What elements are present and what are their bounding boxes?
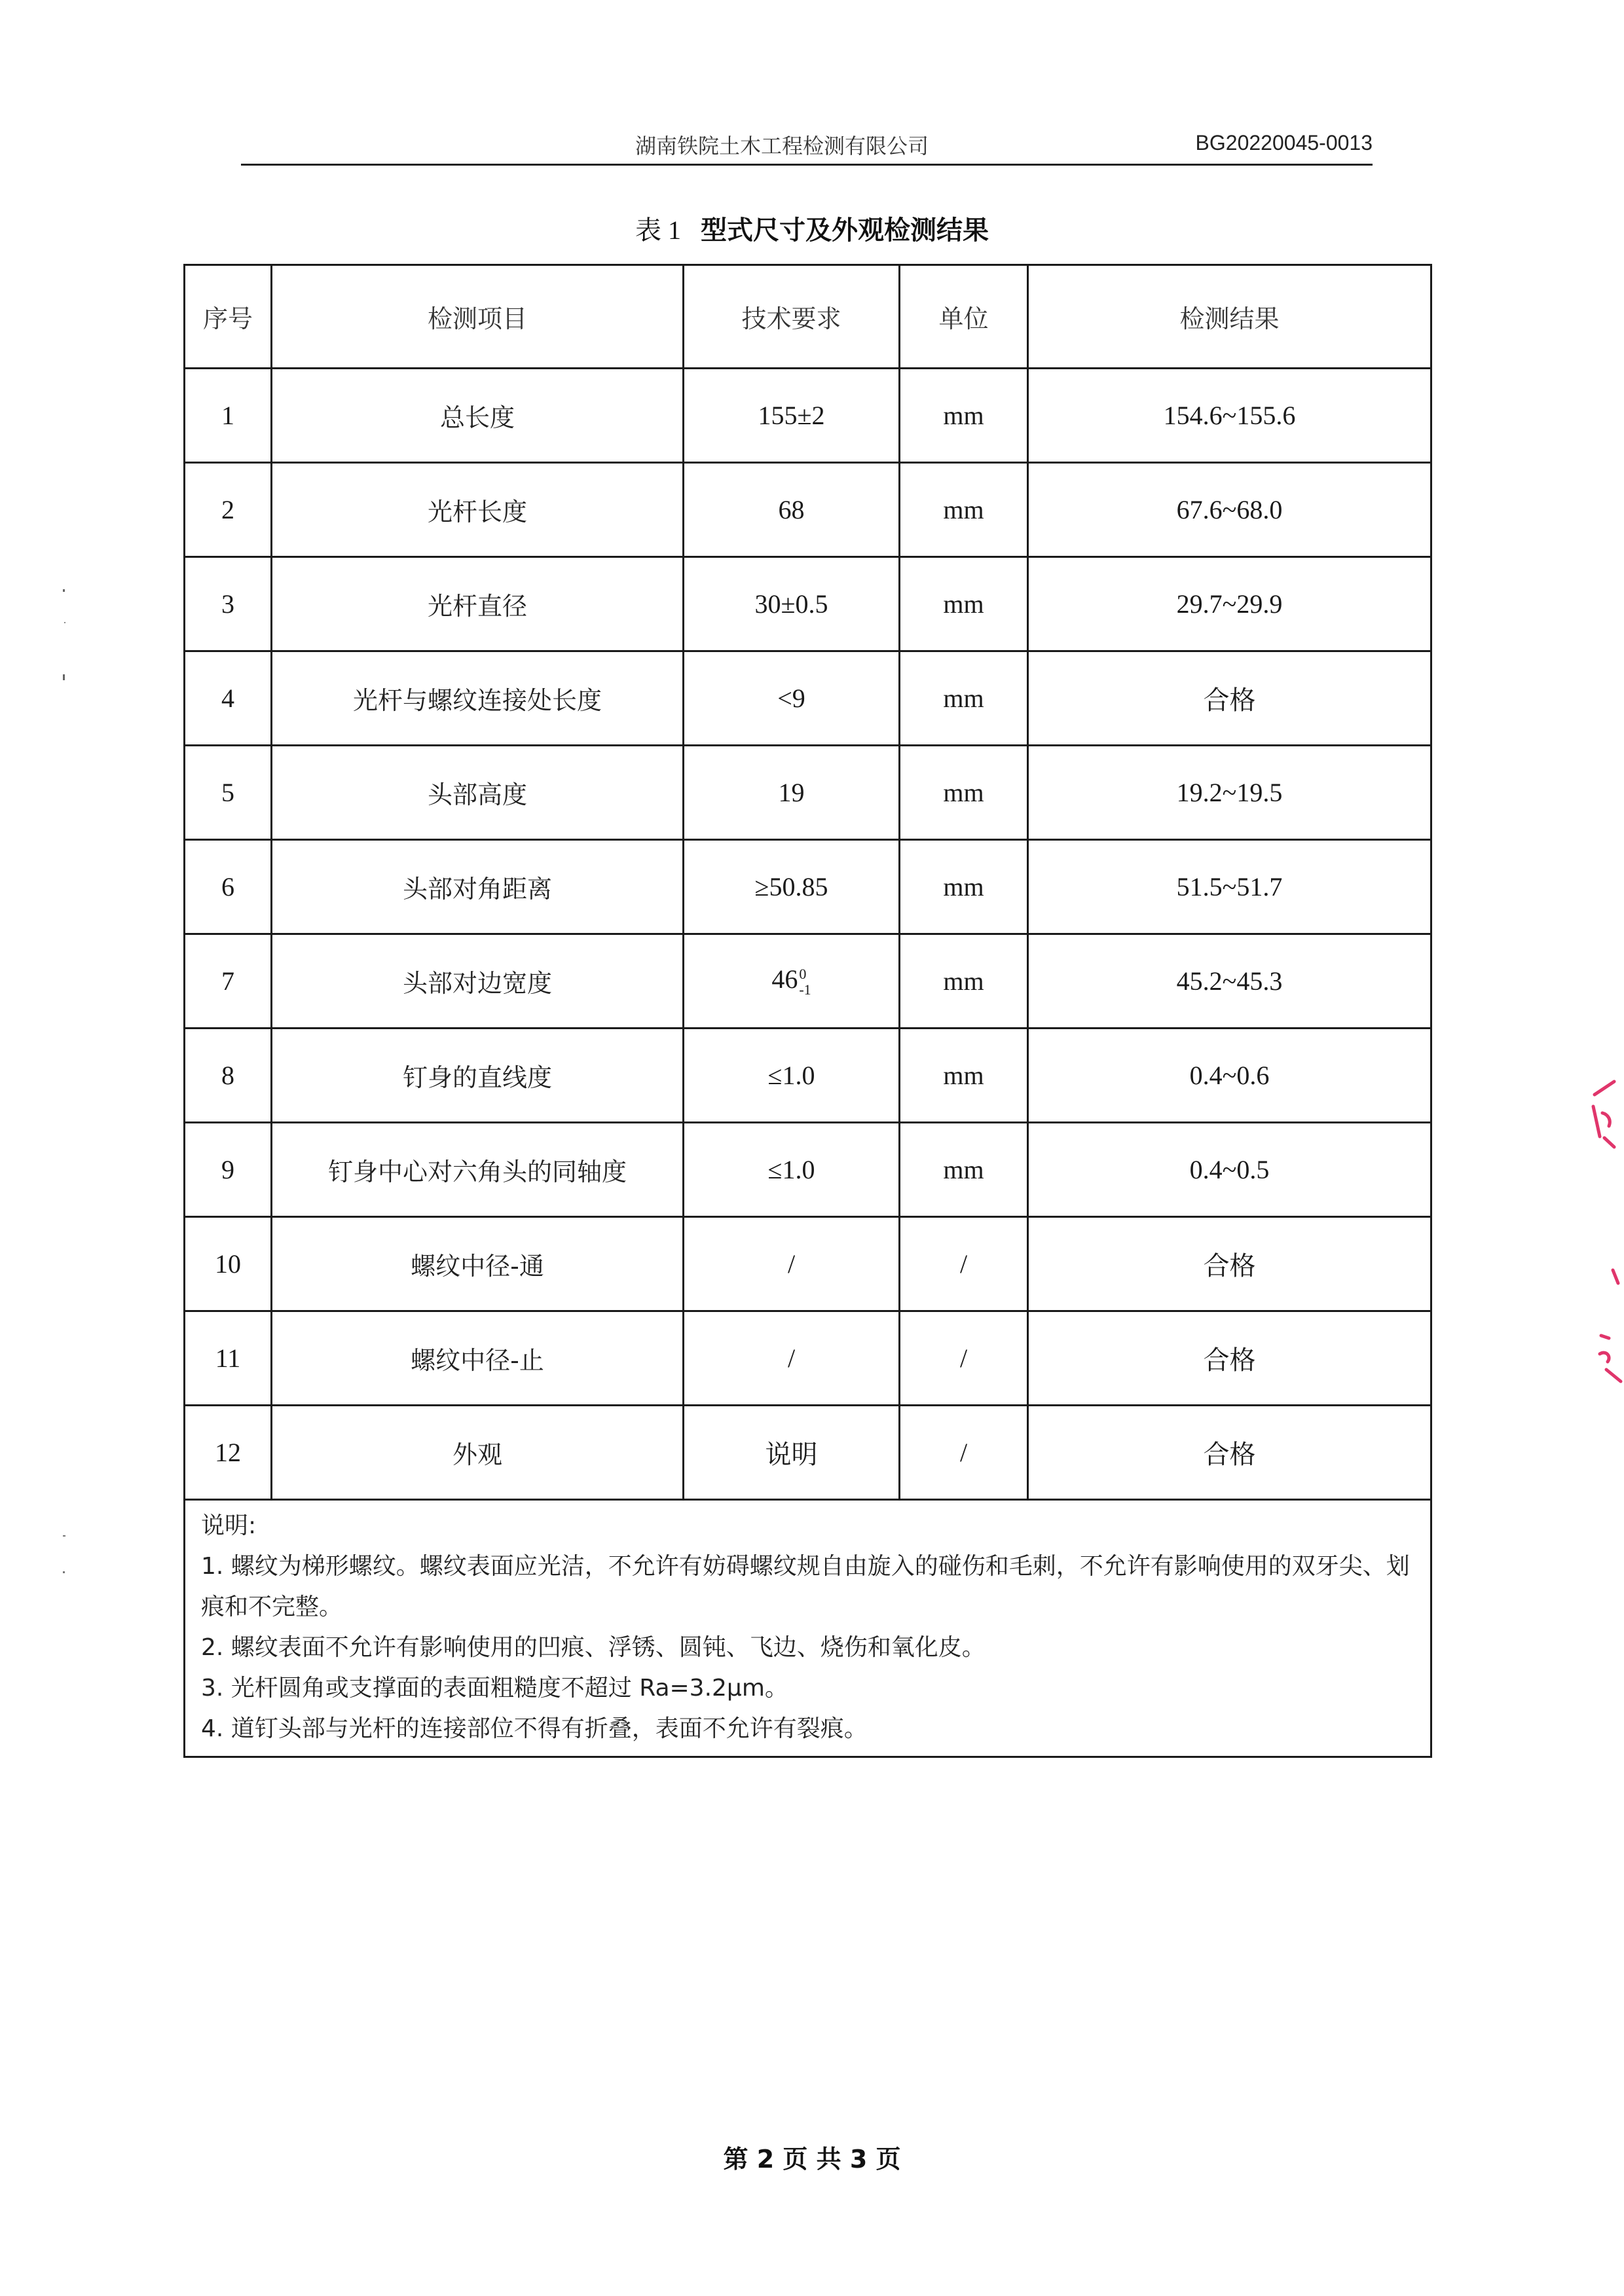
test-item: 头部高度 bbox=[272, 746, 684, 840]
page-current: 2 bbox=[756, 2145, 775, 2174]
company-name: 湖南铁院土木工程检测有限公司 bbox=[635, 134, 929, 158]
page-label-suffix: 页 bbox=[876, 2145, 901, 2174]
result: 19.2~19.5 bbox=[1028, 746, 1431, 840]
column-header-no: 序号 bbox=[185, 265, 272, 369]
column-header-requirement: 技术要求 bbox=[684, 265, 900, 369]
result: 29.7~29.9 bbox=[1028, 557, 1431, 651]
note-line-4: 4. 道钉头部与光杆的连接部位不得有折叠，表面不允许有裂痕。 bbox=[201, 1715, 868, 1742]
table-row bbox=[185, 463, 1431, 557]
table-row bbox=[185, 840, 1431, 934]
table-row bbox=[185, 1029, 1431, 1123]
result: 51.5~51.7 bbox=[1028, 840, 1431, 934]
requirement: / bbox=[684, 1217, 900, 1311]
test-item: 螺纹中径-通 bbox=[272, 1217, 684, 1311]
row-number: 9 bbox=[185, 1123, 272, 1217]
unit: mm bbox=[900, 934, 1028, 1029]
test-item: 钉身的直线度 bbox=[272, 1029, 684, 1123]
table-row bbox=[185, 1406, 1431, 1500]
requirement: ≤1.0 bbox=[684, 1123, 900, 1217]
tolerance-value bbox=[771, 966, 811, 998]
unit: mm bbox=[900, 1123, 1028, 1217]
test-item: 头部对边宽度 bbox=[272, 934, 684, 1029]
unit: mm bbox=[900, 463, 1028, 557]
unit: / bbox=[900, 1311, 1028, 1406]
result: 67.6~68.0 bbox=[1028, 463, 1431, 557]
note-line-1: 1. 螺纹为梯形螺纹。螺纹表面应光洁，不允许有妨碍螺纹规自由旋入的碰伤和毛刺，不允许有影响使用的双牙尖、划痕和不完整。 bbox=[201, 1553, 1410, 1620]
row-number: 12 bbox=[185, 1406, 272, 1500]
table-row bbox=[185, 1123, 1431, 1217]
result: 154.6~155.6 bbox=[1028, 369, 1431, 463]
column-header-result: 检测结果 bbox=[1028, 265, 1431, 369]
table-row bbox=[185, 369, 1431, 463]
unit: / bbox=[900, 1406, 1028, 1500]
row-number: 4 bbox=[185, 651, 272, 746]
test-item: 总长度 bbox=[272, 369, 684, 463]
table-row bbox=[185, 651, 1431, 746]
page-footer bbox=[0, 2139, 1624, 2175]
requirement bbox=[684, 934, 900, 1029]
table-number: 表 1 bbox=[635, 215, 681, 245]
requirement: ≤1.0 bbox=[684, 1029, 900, 1123]
tolerance-base: 46 bbox=[771, 964, 798, 994]
column-header-item: 检测项目 bbox=[272, 265, 684, 369]
table-row bbox=[185, 1311, 1431, 1406]
row-number: 1 bbox=[185, 369, 272, 463]
unit: mm bbox=[900, 369, 1028, 463]
result: 合格 bbox=[1028, 1217, 1431, 1311]
unit: mm bbox=[900, 746, 1028, 840]
scan-specks bbox=[59, 576, 72, 1624]
test-item: 螺纹中径-止 bbox=[272, 1311, 684, 1406]
note-line-2: 2. 螺纹表面不允许有影响使用的凹痕、浮锈、圆钝、飞边、烧伤和氧化皮。 bbox=[201, 1634, 986, 1661]
table-row bbox=[185, 746, 1431, 840]
row-number: 7 bbox=[185, 934, 272, 1029]
result: 0.4~0.6 bbox=[1028, 1029, 1431, 1123]
row-number: 3 bbox=[185, 557, 272, 651]
requirement: 68 bbox=[684, 463, 900, 557]
result: 合格 bbox=[1028, 1406, 1431, 1500]
test-item: 外观 bbox=[272, 1406, 684, 1500]
test-item: 光杆直径 bbox=[272, 557, 684, 651]
notes-row bbox=[185, 1500, 1431, 1757]
row-number: 5 bbox=[185, 746, 272, 840]
result: 45.2~45.3 bbox=[1028, 934, 1431, 1029]
result: 合格 bbox=[1028, 1311, 1431, 1406]
row-number: 6 bbox=[185, 840, 272, 934]
unit: mm bbox=[900, 1029, 1028, 1123]
page-label-prefix: 第 bbox=[723, 2145, 748, 2174]
results-table bbox=[183, 264, 1432, 1758]
row-number: 8 bbox=[185, 1029, 272, 1123]
table-title-text: 型式尺寸及外观检测结果 bbox=[701, 215, 989, 246]
unit: mm bbox=[900, 840, 1028, 934]
notes-cell bbox=[185, 1500, 1431, 1757]
test-item: 光杆长度 bbox=[272, 463, 684, 557]
requirement: <9 bbox=[684, 651, 900, 746]
unit: mm bbox=[900, 651, 1028, 746]
requirement: ≥50.85 bbox=[684, 840, 900, 934]
requirement: / bbox=[684, 1311, 900, 1406]
report-number: BG20220045-0013 bbox=[1195, 131, 1373, 155]
page-total: 3 bbox=[849, 2145, 868, 2174]
page-label-middle: 页 共 bbox=[783, 2145, 841, 2174]
note-line-3: 3. 光杆圆角或支撑面的表面粗糙度不超过 Ra=3.2μm。 bbox=[201, 1675, 788, 1702]
test-item: 头部对角距离 bbox=[272, 840, 684, 934]
row-number: 11 bbox=[185, 1311, 272, 1406]
seal-stamp-fragment bbox=[1568, 1074, 1624, 1388]
requirement: 19 bbox=[684, 746, 900, 840]
table-header-row bbox=[185, 265, 1431, 369]
test-item: 钉身中心对六角头的同轴度 bbox=[272, 1123, 684, 1217]
table-row bbox=[185, 1217, 1431, 1311]
table-title bbox=[0, 210, 1624, 247]
notes-title: 说明: bbox=[201, 1512, 257, 1539]
requirement: 155±2 bbox=[684, 369, 900, 463]
requirement: 说明 bbox=[684, 1406, 900, 1500]
row-number: 2 bbox=[185, 463, 272, 557]
tolerance-upper: 0 bbox=[799, 966, 807, 983]
page-header bbox=[241, 124, 1373, 166]
test-item: 光杆与螺纹连接处长度 bbox=[272, 651, 684, 746]
result: 合格 bbox=[1028, 651, 1431, 746]
table-row bbox=[185, 934, 1431, 1029]
result: 0.4~0.5 bbox=[1028, 1123, 1431, 1217]
row-number: 10 bbox=[185, 1217, 272, 1311]
requirement: 30±0.5 bbox=[684, 557, 900, 651]
tolerance-lower: -1 bbox=[799, 981, 811, 998]
unit: / bbox=[900, 1217, 1028, 1311]
table-row bbox=[185, 557, 1431, 651]
column-header-unit: 单位 bbox=[900, 265, 1028, 369]
unit: mm bbox=[900, 557, 1028, 651]
